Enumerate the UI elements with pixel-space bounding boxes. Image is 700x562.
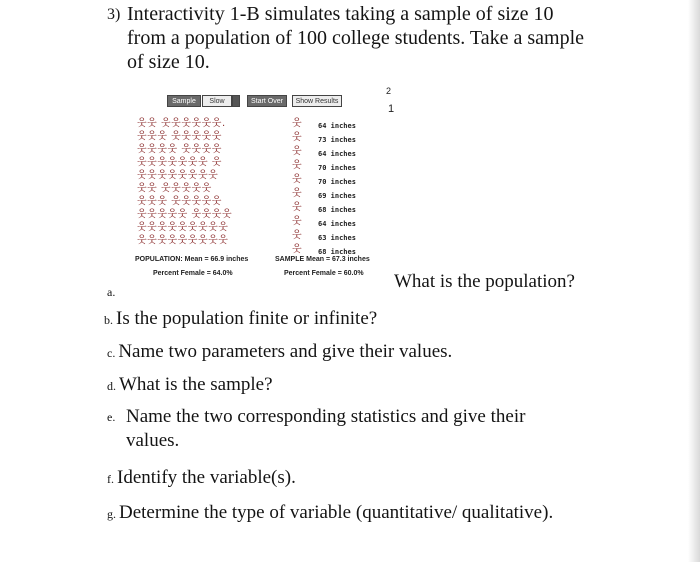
sample-height: 68 inches [318, 206, 356, 214]
item-d-label: d. [107, 379, 116, 393]
person-icon: 웃 [292, 160, 302, 171]
item-f-text: Identify the variable(s). [117, 467, 296, 488]
population-row: 웃웃웃웃웃웃웃웃웃 [137, 222, 229, 233]
population-grid [137, 117, 259, 247]
population-row: 웃웃웃웃웃 웃웃웃웃 [137, 209, 233, 220]
population-row: 웃웃웃웃웃웃웃 웃 [137, 157, 222, 168]
sample-button[interactable]: Sample [167, 95, 201, 107]
sample-height: 68 inches [318, 248, 356, 256]
person-icon: 웃 [292, 244, 302, 255]
item-e-label: e. [107, 410, 116, 424]
item-g-text: Determine the type of variable (quantitative/ qualitative). [119, 502, 554, 523]
item-a-text: What is the population? [394, 271, 575, 292]
population-row: 웃웃웃웃웃웃웃웃 [137, 170, 219, 181]
sample-height: 73 inches [318, 136, 356, 144]
item-e-text-line1: Name the two corresponding statistics and give their [126, 406, 526, 427]
sample-height: 70 inches [318, 178, 356, 186]
item-b-label: b. [104, 313, 113, 327]
population-percent-female: Percent Female = 64.0% [153, 270, 233, 277]
item-g [107, 501, 553, 526]
population-row: 웃웃 웃웃웃웃웃웃. [137, 118, 226, 129]
population-row: 웃웃 웃웃웃웃웃 [137, 183, 212, 194]
item-b [104, 307, 377, 332]
person-icon: 웃 [292, 146, 302, 157]
item-b-text: Is the population finite or infinite? [116, 308, 378, 329]
sample-height: 63 inches [318, 234, 356, 242]
item-f-label: f. [107, 472, 114, 486]
question-line-3: of size 10. [127, 51, 210, 73]
item-c-label: c. [107, 346, 116, 360]
item-g-label: g. [107, 507, 116, 521]
sample-height: 64 inches [318, 122, 356, 130]
question-line-1: Interactivity 1-B simulates taking a sample of size 10 [127, 3, 554, 25]
item-d-text: What is the sample? [119, 374, 273, 395]
item-f [107, 466, 296, 491]
sample-mean: SAMPLE Mean = 67.3 inches [275, 256, 370, 263]
side-mark-bottom: 1 [388, 103, 395, 115]
population-mean: POPULATION: Mean = 66.9 inches [135, 256, 249, 263]
item-e [107, 405, 619, 453]
speed-select[interactable]: Slow [202, 95, 232, 107]
item-d [107, 373, 273, 398]
sample-height: 64 inches [318, 220, 356, 228]
sample-height: 70 inches [318, 164, 356, 172]
item-e-text-line2: values. [126, 430, 180, 451]
side-mark-top: 2 [386, 86, 392, 96]
person-icon: 웃 [292, 118, 302, 129]
chevron-down-icon[interactable] [232, 95, 240, 107]
question-text [127, 2, 617, 74]
show-results-button[interactable]: Show Results [292, 95, 342, 107]
person-icon: 웃 [292, 230, 302, 241]
item-c-text: Name two parameters and give their values. [118, 341, 453, 362]
item-a-label: a. [107, 285, 116, 299]
person-icon: 웃 [292, 216, 302, 227]
person-icon: 웃 [292, 174, 302, 185]
person-icon: 웃 [292, 202, 302, 213]
person-icon: 웃 [292, 132, 302, 143]
page-edge-shadow [688, 0, 700, 562]
population-row: 웃웃웃웃웃웃웃웃웃 [137, 235, 229, 246]
sample-person-icons [292, 117, 304, 257]
sample-heights-list [318, 119, 356, 259]
item-c [107, 340, 452, 365]
start-over-button[interactable]: Start Over [247, 95, 287, 107]
person-icon: 웃 [292, 188, 302, 199]
sample-height: 64 inches [318, 150, 356, 158]
question-number: 3) [107, 6, 121, 23]
sample-height: 69 inches [318, 192, 356, 200]
population-row: 웃웃웃웃 웃웃웃웃 [137, 144, 222, 155]
sample-percent-female: Percent Female = 60.0% [284, 270, 364, 277]
population-row: 웃웃웃 웃웃웃웃웃 [137, 131, 222, 142]
question-line-2: from a population of 100 college students. Take a sample [127, 27, 585, 49]
population-row: 웃웃웃 웃웃웃웃웃 [137, 196, 222, 207]
